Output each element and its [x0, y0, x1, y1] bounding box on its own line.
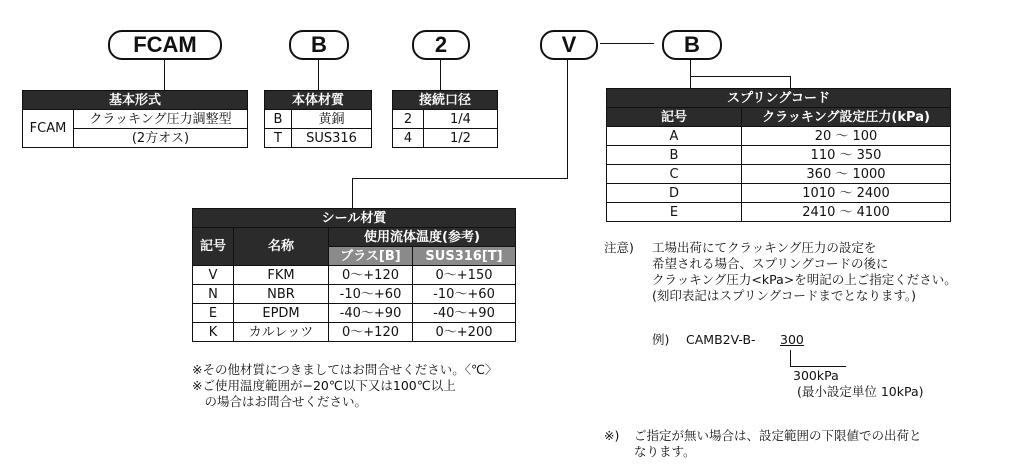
- code-seal: V: [540, 30, 598, 60]
- spring-row-range: 110 ～ 350: [742, 146, 951, 165]
- spring-col-pressure: クラッキング設定圧力(kPa): [742, 108, 951, 127]
- body-material-header: 本体材質: [265, 91, 372, 110]
- basic-form-code: FCAM: [23, 110, 74, 148]
- spring-row-code: B: [607, 146, 742, 165]
- seal-col-brass: ブラス[B]: [329, 247, 413, 266]
- seal-row-sus: -10～+60: [413, 285, 516, 304]
- example-result: 300kPa: [793, 368, 839, 383]
- port-size-value: 1/2: [424, 129, 498, 148]
- seal-note-3: の場合はお問合せください。: [192, 394, 368, 409]
- connector-spring: [690, 60, 691, 88]
- seal-row-code: N: [193, 285, 234, 304]
- spring-row-range: 20 ～ 100: [742, 127, 951, 146]
- caution-label: 注意): [604, 240, 634, 255]
- connector-spring-h: [690, 76, 790, 77]
- seal-col-temp: 使用流体温度(参考): [329, 228, 516, 247]
- connector-body: [318, 60, 319, 90]
- footnote-line-2: なります。: [634, 444, 696, 459]
- seal-row-name: カルレッツ: [234, 323, 329, 342]
- connector-fcam: [164, 60, 165, 90]
- seal-row-brass: -10～+60: [329, 285, 413, 304]
- seal-row-code: K: [193, 323, 234, 342]
- example-value: 300: [780, 332, 804, 347]
- seal-note-1: ※その他材質につきましてはお問合せください。〈℃〉: [192, 362, 498, 377]
- body-material-value: 黄銅: [292, 110, 372, 129]
- example-label: 例): [652, 332, 670, 347]
- body-material-code: T: [265, 129, 292, 148]
- port-size-value: 1/4: [424, 110, 498, 129]
- spring-row-range: 2410 ～ 4100: [742, 203, 951, 222]
- basic-form-desc1: クラッキング圧力調整型: [74, 110, 248, 129]
- spring-row-code: E: [607, 203, 742, 222]
- spring-row-code: D: [607, 184, 742, 203]
- seal-col-sus: SUS316[T]: [413, 247, 516, 266]
- seal-row-name: EPDM: [234, 304, 329, 323]
- connector-port: [440, 60, 441, 90]
- seal-col-name: 名称: [234, 228, 329, 266]
- caution-line-3: クラッキング圧力<kPa>を明記の上ご指定ください。: [652, 272, 957, 287]
- footnote-line-1: ご指定が無い場合は、設定範囲の下限値での出荷と: [634, 428, 922, 443]
- body-material-table: [264, 90, 372, 148]
- seal-row-sus: 0～+150: [413, 266, 516, 285]
- spring-row-range: 360 ～ 1000: [742, 165, 951, 184]
- spring-row-code: C: [607, 165, 742, 184]
- code-spring: B: [662, 30, 722, 60]
- seal-row-name: NBR: [234, 285, 329, 304]
- connector-seal-v2: [352, 178, 353, 208]
- example-prefix: CAMB2V-B-: [686, 332, 756, 347]
- basic-form-table: [22, 90, 248, 148]
- seal-row-code: V: [193, 266, 234, 285]
- seal-row-code: E: [193, 304, 234, 323]
- seal-row-brass: 0～+120: [329, 266, 413, 285]
- spring-header: スプリングコード: [607, 89, 951, 108]
- footnote-label: ※): [604, 428, 620, 443]
- example-unit-note: (最小設定単位 10kPa): [797, 384, 924, 399]
- example-connector-v: [790, 350, 791, 366]
- code-port-size: 2: [412, 30, 470, 60]
- connector-dash: [600, 43, 654, 44]
- code-body-material: B: [289, 30, 349, 60]
- seal-header: シール材質: [193, 209, 516, 228]
- seal-row-brass: 0～+120: [329, 323, 413, 342]
- seal-row-sus: 0～+200: [413, 323, 516, 342]
- seal-table: [192, 208, 516, 342]
- spring-row-code: A: [607, 127, 742, 146]
- basic-form-desc2: (2方オス): [74, 129, 248, 148]
- seal-row-brass: -40～+90: [329, 304, 413, 323]
- connector-spring-v2: [790, 76, 791, 88]
- body-material-value: SUS316: [292, 129, 372, 148]
- spring-table: [606, 88, 951, 222]
- connector-seal-v: [567, 60, 568, 178]
- caution-line-1: 工場出荷にてクラッキング圧力の設定を: [652, 240, 877, 255]
- seal-row-sus: -40～+90: [413, 304, 516, 323]
- example-connector-h: [790, 366, 846, 367]
- spring-col-code: 記号: [607, 108, 742, 127]
- body-material-code: B: [265, 110, 292, 129]
- connector-seal-h: [352, 178, 568, 179]
- seal-note-2: ※ご使用温度範囲が−20℃以下又は100℃以上: [192, 378, 456, 393]
- port-size-code: 2: [393, 110, 424, 129]
- port-size-header: 接続口径: [393, 91, 498, 110]
- port-size-table: [392, 90, 498, 148]
- seal-row-name: FKM: [234, 266, 329, 285]
- basic-form-header: 基本形式: [23, 91, 248, 110]
- code-fcam: FCAM: [108, 30, 222, 60]
- port-size-code: 4: [393, 129, 424, 148]
- seal-col-code: 記号: [193, 228, 234, 266]
- caution-line-2: 希望される場合、スプリングコードの後に: [652, 256, 889, 271]
- caution-line-4: (刻印表記はスプリングコードまでとなります。): [652, 288, 917, 303]
- spring-row-range: 1010 ～ 2400: [742, 184, 951, 203]
